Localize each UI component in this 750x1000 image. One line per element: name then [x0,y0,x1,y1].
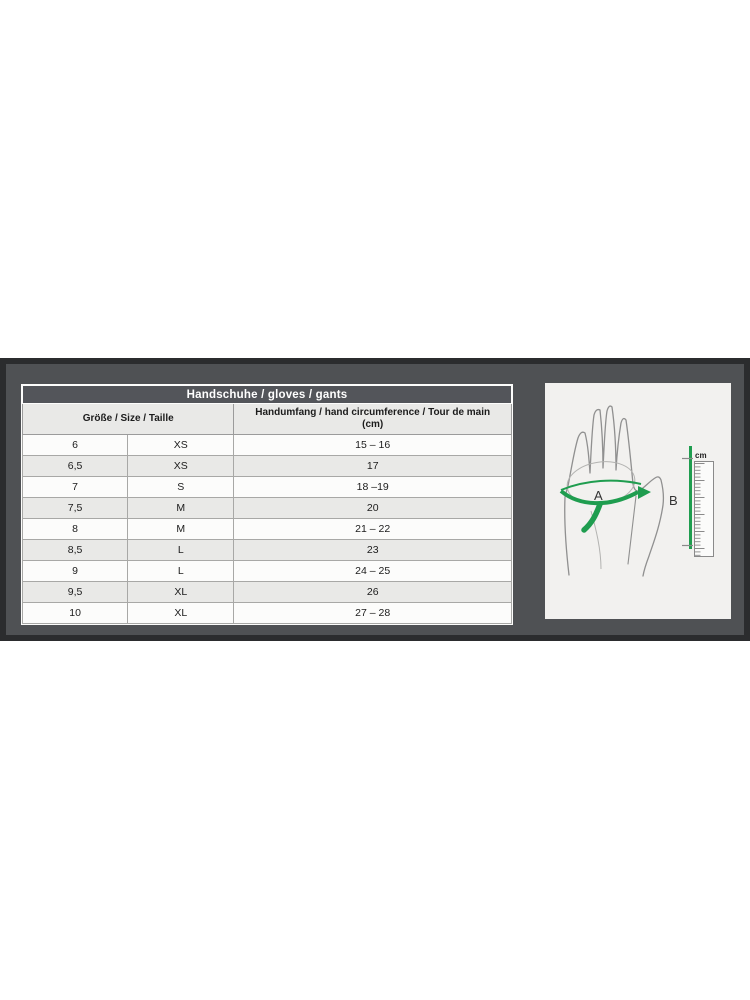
table-row [23,603,512,624]
table-cell: 7 [23,477,128,498]
size-table [21,384,513,625]
circumference-header-text: Handumfang / hand circumference / Tour de main [255,407,491,418]
table-row [23,477,512,498]
table-cell: 18 –19 [234,477,512,498]
ruler-unit-label: cm [695,451,707,460]
circumference-column-header [234,404,512,435]
table-cell: 9,5 [23,582,128,603]
length-dimension-line [682,446,693,549]
table-cell: S [128,477,234,498]
table-row [23,582,512,603]
table-row [23,435,512,456]
table-cell: 24 – 25 [234,561,512,582]
table-cell: 17 [234,456,512,477]
table-cell: M [128,498,234,519]
table-cell: 8,5 [23,540,128,561]
measurement-label-b: B [669,493,678,508]
table-cell: XL [128,603,234,624]
ruler [695,451,714,557]
tape-arrowhead [638,486,651,499]
table-cell: 7,5 [23,498,128,519]
measurement-label-a: A [594,488,603,503]
table-cell: XL [128,582,234,603]
size-table-body [23,435,512,624]
size-chart-band [0,358,750,641]
table-cell: 6,5 [23,456,128,477]
table-row [23,540,512,561]
table-cell: M [128,519,234,540]
hand-diagram-panel [545,383,731,619]
table-row [23,498,512,519]
table-cell: 9 [23,561,128,582]
table-row [23,456,512,477]
table-cell: 26 [234,582,512,603]
size-column-header: Größe / Size / Taille [23,404,234,435]
table-cell: 8 [23,519,128,540]
table-row [23,519,512,540]
palm-crease-lines [564,457,637,569]
table-title: Handschuhe / gloves / gants [23,386,512,404]
table-cell: 21 – 22 [234,519,512,540]
table-cell: 27 – 28 [234,603,512,624]
circumference-unit-label: (cm) [362,419,384,430]
hand-measurement-illustration [545,383,731,619]
table-row [23,561,512,582]
table-cell: 20 [234,498,512,519]
glove-size-table [22,385,512,624]
table-cell: 23 [234,540,512,561]
table-cell: 15 – 16 [234,435,512,456]
table-cell: L [128,561,234,582]
table-cell: 10 [23,603,128,624]
table-cell: XS [128,456,234,477]
table-cell: XS [128,435,234,456]
table-cell: L [128,540,234,561]
table-cell: 6 [23,435,128,456]
